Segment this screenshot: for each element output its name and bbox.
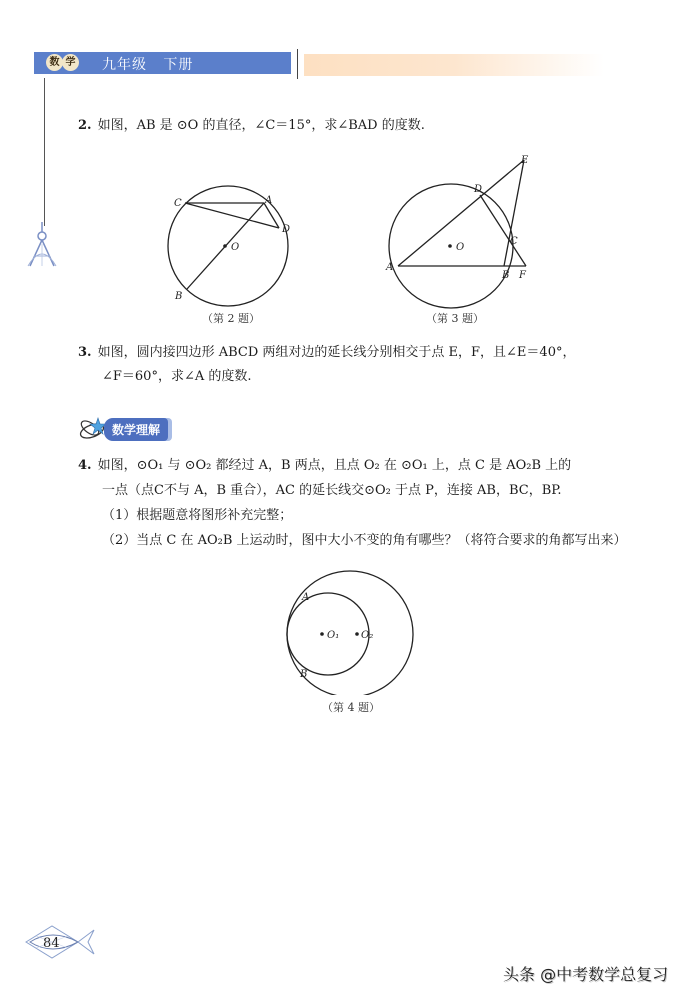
question-3-line-2: ∠F＝60°，求∠A 的度数. xyxy=(102,369,252,384)
label-B: B xyxy=(300,669,308,680)
question-text-line-1: 如图，圆内接四边形 ABCD 两组对边的延长线分别相交于点 E，F，且∠E＝40°， xyxy=(97,345,576,360)
watermark: 头条 @中考数学总复习 xyxy=(503,965,669,984)
label-D: D xyxy=(282,224,291,235)
label-O2: O₂ xyxy=(361,630,374,641)
page-number: 84 xyxy=(43,936,60,951)
badge-char: 数 xyxy=(46,54,63,71)
question-number: 4. xyxy=(78,458,92,473)
section-title: 数学理解 xyxy=(104,418,168,441)
figure-3 xyxy=(380,150,540,310)
figure-2-caption: （第 2 题） xyxy=(202,312,260,325)
badge-char: 学 xyxy=(62,54,79,71)
question-4-part-2: （2）当点 C 在 AO₂B 上运动时，图中大小不变的角有哪些？（将符合要求的角都写出来） xyxy=(102,533,627,548)
header-bar xyxy=(34,52,291,74)
question-text-line-1: 如图，⊙O₁ 与 ⊙O₂ 都经过 A，B 两点，且点 O₂ 在 ⊙O₁ 上，点 C 是 AO₂B 上的 xyxy=(97,458,572,473)
question-3 xyxy=(78,343,575,363)
question-4 xyxy=(78,456,571,476)
label-A: A xyxy=(302,592,310,603)
margin-line xyxy=(44,78,45,226)
label-E: E xyxy=(521,155,529,166)
figure-3-caption: （第 3 题） xyxy=(426,312,484,325)
subject-badge xyxy=(46,54,78,71)
label-D: D xyxy=(474,184,483,195)
label-A: A xyxy=(265,195,273,206)
label-C: C xyxy=(510,236,518,247)
section-badge xyxy=(78,416,168,442)
question-4-part-1: （1）根据题意将图形补充完整； xyxy=(102,508,293,523)
header-gradient-band xyxy=(304,54,604,76)
label-O1: O₁ xyxy=(327,630,340,641)
page-number-fish xyxy=(22,922,102,962)
label-O: O xyxy=(456,242,465,253)
question-number: 3. xyxy=(78,345,92,360)
figure-4-caption: （第 4 题） xyxy=(322,701,380,714)
label-B: B xyxy=(175,291,183,302)
label-B: B xyxy=(502,270,510,281)
header-divider xyxy=(297,49,298,79)
question-4-line-2: 一点（点C不与 A，B 重合），AC 的延长线交⊙O₂ 于点 P，连接 AB，BC，BP. xyxy=(102,483,562,498)
compass-icon xyxy=(22,222,62,272)
label-A: A xyxy=(386,262,394,273)
question-2 xyxy=(78,116,425,136)
figure-2 xyxy=(160,180,300,310)
label-O: O xyxy=(231,242,240,253)
question-number: 2. xyxy=(78,118,92,133)
book-title: 九年级 下册 xyxy=(102,57,194,73)
label-F: F xyxy=(519,270,526,281)
question-text: 如图，AB 是 ⊙O 的直径，∠C＝15°，求∠BAD 的度数. xyxy=(97,118,425,133)
label-C: C xyxy=(174,198,182,209)
figure-4 xyxy=(280,570,430,695)
